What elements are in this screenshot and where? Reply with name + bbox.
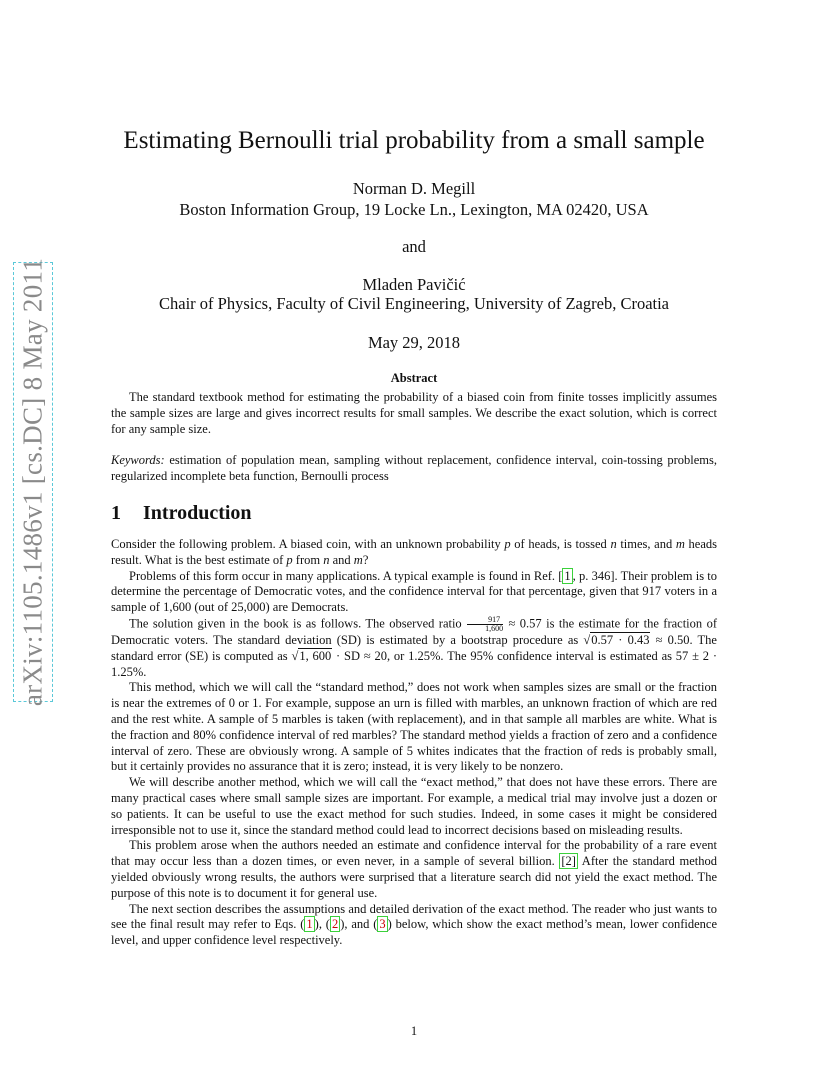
section-number: 1 xyxy=(111,502,121,524)
sqrt-expression-se: √1, 600 xyxy=(291,648,332,663)
keywords xyxy=(111,453,717,485)
arxiv-stamp xyxy=(13,257,53,707)
and-separator: and xyxy=(402,237,426,256)
section-title: Introduction xyxy=(143,502,252,524)
affiliation-1: Boston Information Group, 19 Locke Ln., Lexington, MA 02420, USA xyxy=(179,200,649,219)
abstract-paragraph: The standard textbook method for estimating the probability of a biased coin from finite tosses implicitly assumes the sample sizes are large and gives incorrect results for small samples. We describe the exact solution, which is correct for any sample size. xyxy=(111,390,717,436)
equation-link-2[interactable]: 2 xyxy=(331,917,339,932)
paragraph-2: Problems of this form occur in many applications. A typical example is found in Ref. [ 1 , p. 346]. Their problem is to determine the percentage of Democratic votes, and the confidence interval for that percentage, given that 917 voters in a sample of 1,600 (out of 25,000) are Democrats. xyxy=(111,568,717,615)
introduction-body xyxy=(111,537,717,949)
author-2: Mladen Pavičić xyxy=(362,275,466,294)
equation-link-1[interactable]: 1 xyxy=(306,917,313,932)
equation-link-3[interactable]: 3 xyxy=(379,917,386,932)
citation-link-2[interactable]: [2] xyxy=(561,854,576,869)
citation-link-1[interactable]: 1 xyxy=(564,568,571,583)
paragraph-1: Consider the following problem. A biased coin, with an unknown probability p of heads, is tossed n times, and m heads result. What is the best estimate of p from n and m? xyxy=(111,537,717,567)
paragraph-6: This problem arose when the authors needed an estimate and confidence interval for the probability of a rare event that may occur less than a dozen times, or even never, in a sample of several billion. [2] After the standard method yielded obviously wrong results, the authors were surprised that a literature search did not yield the exact method. The purpose of this note is to document it for general use. xyxy=(111,838,718,900)
affiliation-2: Chair of Physics, Faculty of Civil Engineering, University of Zagreb, Croatia xyxy=(158,294,670,313)
author-1: Norman D. Megill xyxy=(352,179,476,198)
sqrt-expression-sd: √0.57 · 0.43 xyxy=(583,632,650,647)
keywords-text: estimation of population mean, sampling without replacement, confidence interval, coin-tossing problems, regularized incomplete beta function, Bernoulli process xyxy=(111,453,717,483)
paper-date: May 29, 2018 xyxy=(367,333,461,352)
paragraph-3: The solution given in the book is as follows. The observed ratio $\frac{917}{1,600}$ ≈ 0.57 is the estimate for the fraction of Democratic voters. The standard deviation (SD) is estimated by a bootstrap procedure as √0.57 · 0.43 ≈ 0.50. The standard error (SE) is computed as √1, 600 · SD ≈ 20, or 1.25%. The 95% confidence interval is estimated as 57 ± 2 · 1.25%. xyxy=(111,614,717,679)
paragraph-5: We will describe another method, which we will call the “exact method,” that does not have these errors. There are many practical cases where small sample sizes are important. For example, a medical trial may involve just a dozen or so patients. It can be useful to use the exact method for such studies. Indeed, in some cases it might be considered irresponsible not to use it, since the standard method could lead to incorrect decisions based on misleading results. xyxy=(111,775,717,837)
arxiv-identifier: arXiv:1105.1486v1 [cs.DC] 8 May 2011 xyxy=(17,257,48,707)
keywords-label: Keywords: xyxy=(111,453,165,467)
section-heading xyxy=(111,502,252,525)
paper-title: Estimating Bernoulli trial probability from a small sample xyxy=(123,127,705,154)
ratio-fraction: $\frac{917}{1,600}$ xyxy=(467,616,503,633)
abstract-text xyxy=(111,390,717,437)
abstract-heading: Abstract xyxy=(390,371,438,385)
paragraph-7: The next section describes the assumptions and detailed derivation of the exact method. The reader who just wants to see the final result may refer to Eqs. ( 1 ), ( 2 ), and ( 3 ) below, which show the exact method’s mean, lower confidence level, and upper confidence level respectively. xyxy=(111,901,718,948)
paragraph-4: This method, which we will call the “standard method,” does not work when samples sizes are small or the fraction is near the extremes of 0 or 1. For example, suppose an urn is filled with marbles, an unknown fraction of which are red and the rest white. A sample of 5 marbles is taken (with replacement), and in that sample all marbles are white. What is the fraction and 80% confidence interval of red marbles? The standard method yields a fraction of zero and a confidence interval of zero. These are obviously wrong. A sample of 5 whites indicates that the fraction of reds is probably small, but it certainly provides no assurance that it is zero; instead, it is very likely to be nonzero. xyxy=(111,680,717,774)
page-number: 1 xyxy=(410,1024,418,1038)
